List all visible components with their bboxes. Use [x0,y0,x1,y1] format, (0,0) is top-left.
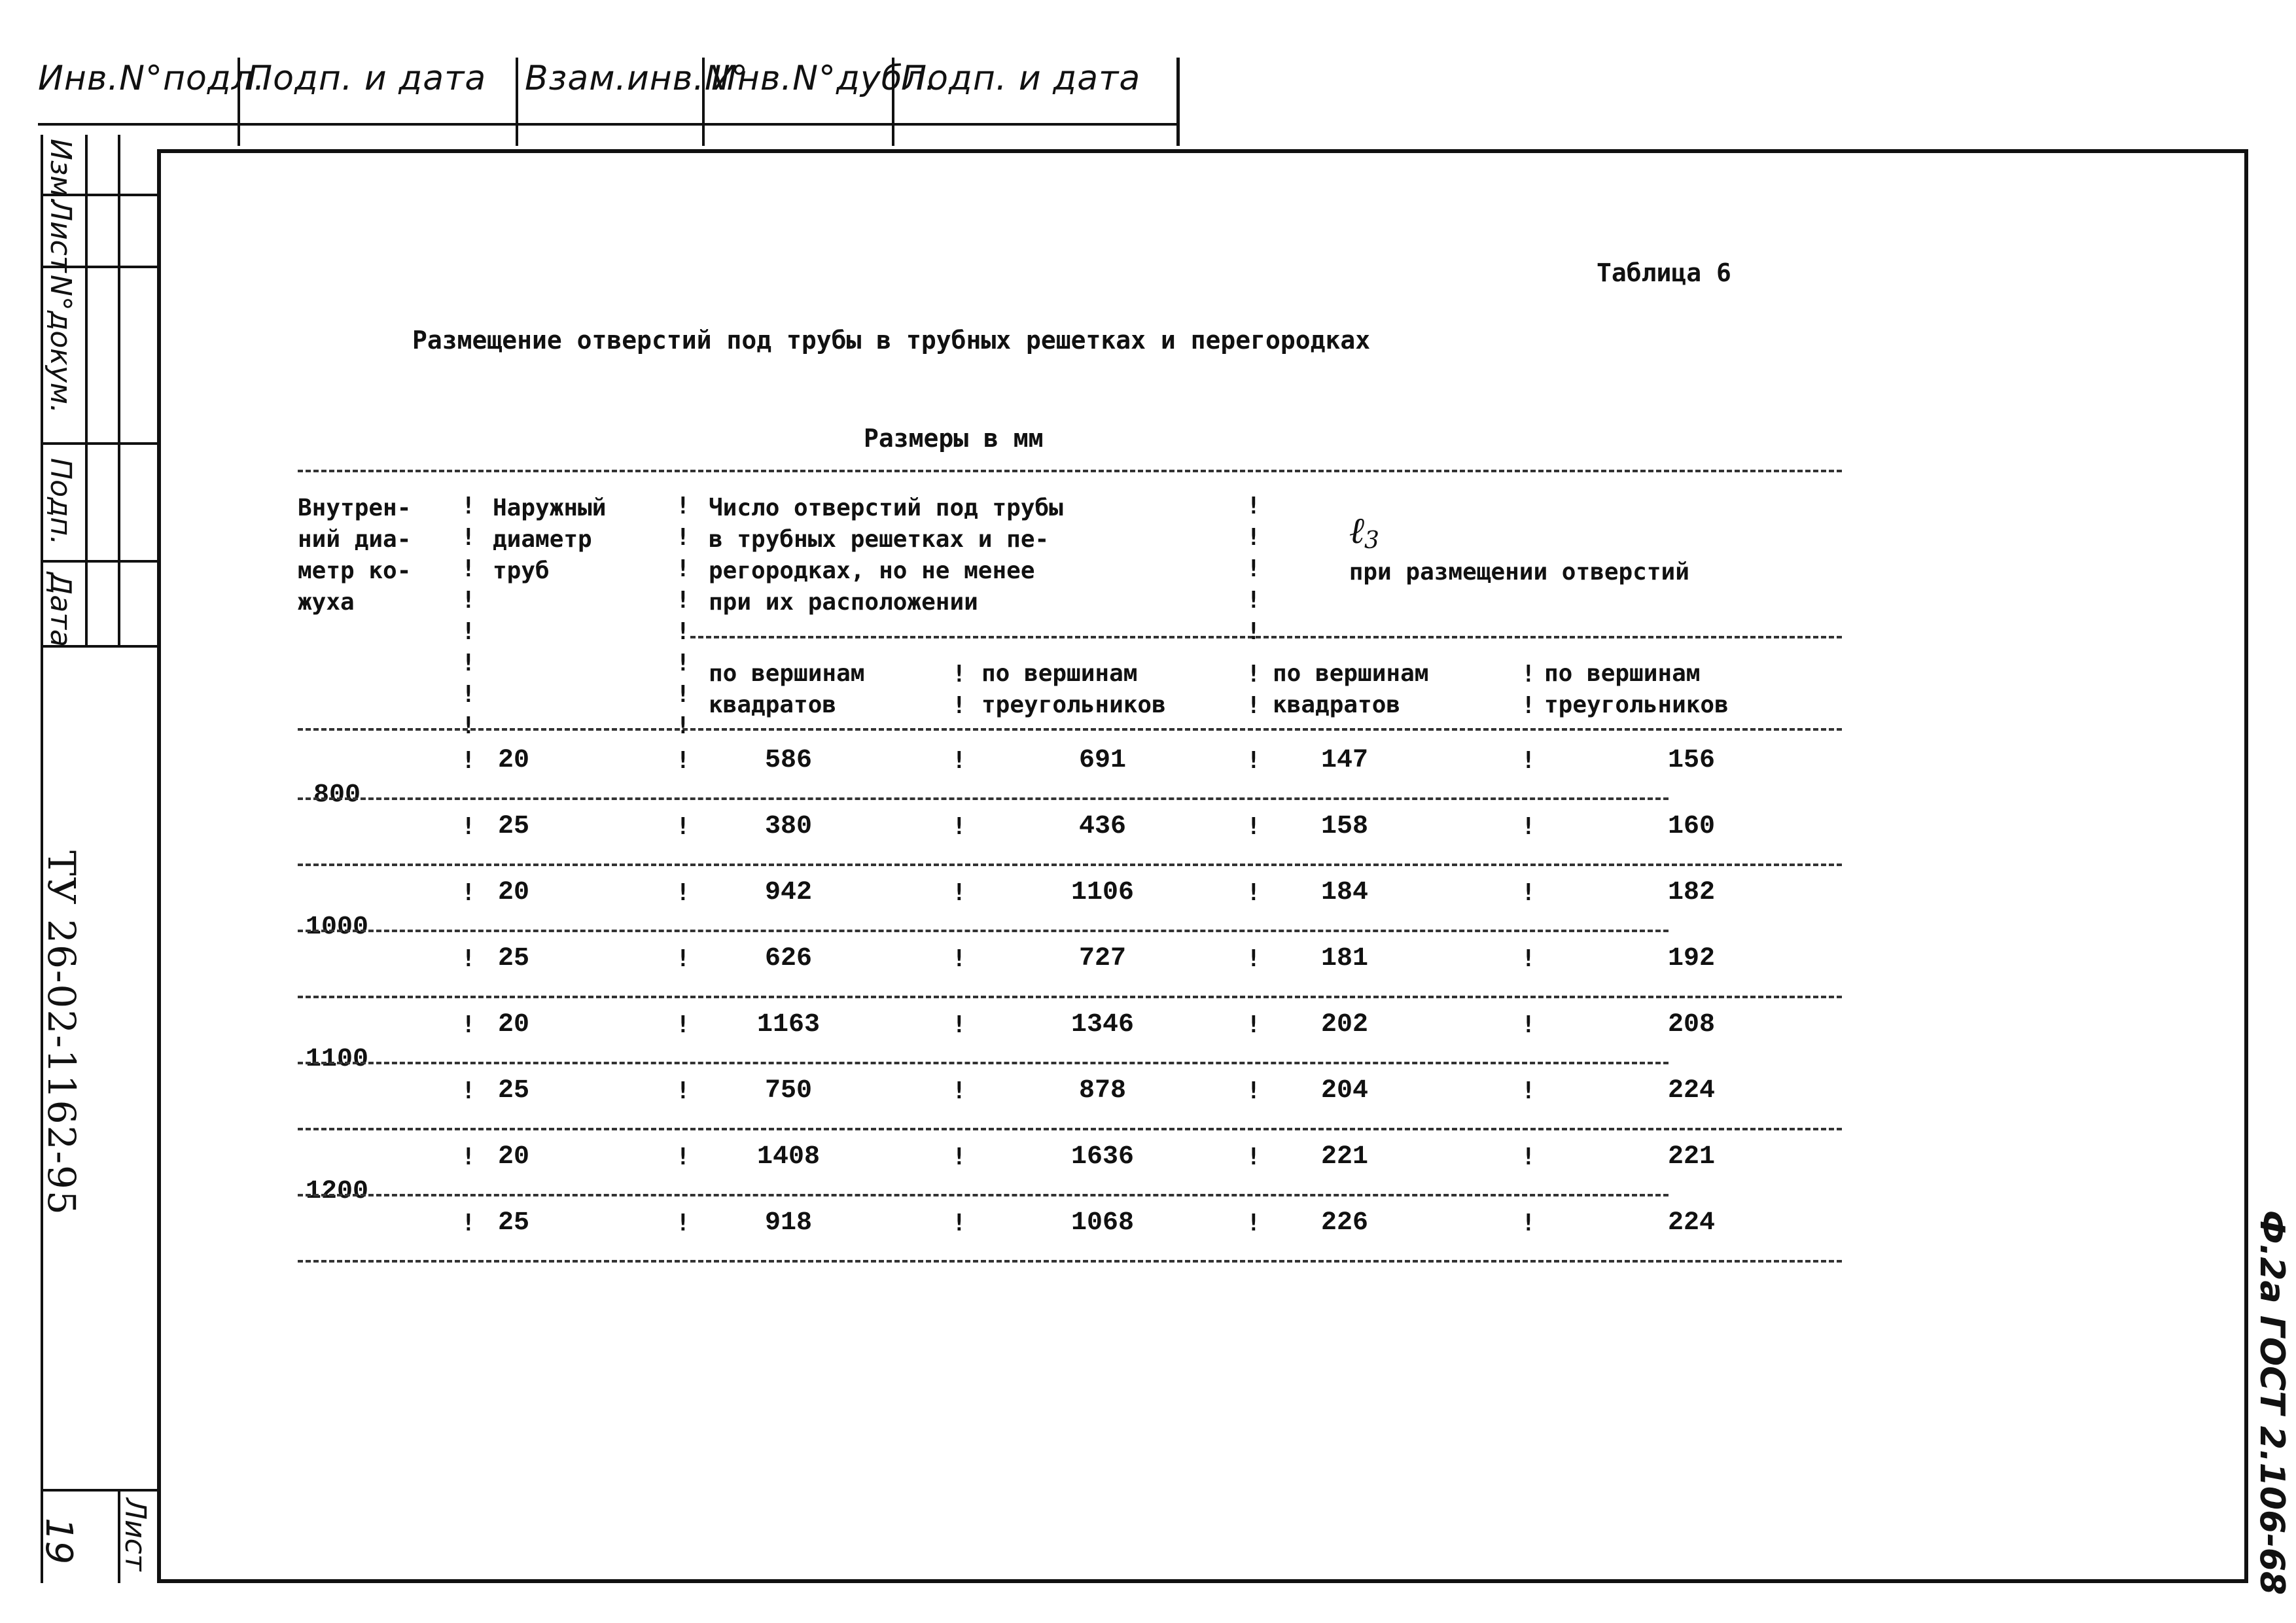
shell-diameter-cell: 1000 [305,913,368,942]
rule-group [298,1260,1842,1263]
side-border [85,135,88,645]
rule-group [298,1128,1842,1130]
l3-square-cell: 204 [1320,1076,1368,1106]
sheet-number: 19 [37,1518,80,1565]
column-separator: ! [461,650,476,676]
column-separator: ! [1246,524,1261,551]
tube-layout-table [298,470,1842,1261]
column-separator: ! [461,524,476,551]
header-l3-text: при размещении отверстий [1349,559,1689,586]
holes-square-cell: 918 [764,1208,812,1238]
column-separator: ! [1246,1077,1261,1104]
side-divider [41,1489,157,1492]
side-label: Дата [44,572,77,647]
rule-subrow [298,797,1669,800]
top-stamp [38,58,1180,146]
column-separator: ! [1246,1011,1261,1038]
column-separator: ! [461,1210,476,1236]
column-separator: ! [1521,945,1536,972]
stamp-cell [516,58,749,146]
holes-triangle-cell: 1068 [1070,1208,1134,1238]
side-label: Подп. [44,458,77,546]
holes-triangle-cell: 436 [1078,812,1126,841]
l3-triangle-cell: 156 [1667,746,1715,775]
holes-triangle-cell: 878 [1078,1076,1126,1106]
l3-subscript: 3 [1364,527,1379,555]
l3-triangle-cell: 224 [1667,1208,1715,1238]
l3-square-cell: 226 [1320,1208,1368,1238]
tube-diameter-cell: 25 [497,944,529,973]
column-separator: ! [676,524,690,551]
column-separator: ! [1246,587,1261,614]
holes-square-cell: 750 [764,1076,812,1106]
shell-diameter-cell: 800 [313,780,361,810]
column-separator: ! [461,1011,476,1038]
column-separator: ! [952,945,966,972]
header-shell-diameter: Внутрен- ний диа- метр ко- жуха [298,495,412,616]
rule-header-split [690,636,1842,638]
form-mark: Ф.2а ГОСТ 2.106-68 [2252,1210,2291,1596]
tube-diameter-cell: 20 [497,1010,529,1039]
column-separator: ! [952,747,966,774]
holes-square-cell: 1163 [756,1010,820,1039]
column-separator: ! [1521,1011,1536,1038]
stamp-label: Подп. и дата [247,59,487,98]
column-separator: ! [952,1210,966,1236]
l3-symbol: ℓ [1349,510,1365,552]
l3-square-cell: 158 [1320,812,1368,841]
tube-diameter-cell: 20 [497,746,529,775]
column-separator: ! [1521,1210,1536,1236]
holes-triangle-cell: 1636 [1070,1142,1134,1172]
column-separator: ! [1246,813,1261,840]
rule-header-bottom [298,728,1842,731]
l3-triangle-cell: 221 [1667,1142,1715,1172]
column-separator: ! [461,555,476,582]
subheader-count-triangle: по вершинам треугольников [981,660,1166,718]
tube-diameter-cell: 25 [497,812,529,841]
side-border [118,135,120,645]
column-separator: ! [1246,945,1261,972]
column-separator: ! [676,555,690,582]
column-separator: ! [676,879,690,906]
header-tube-diameter: Наружный диаметр труб [493,495,607,584]
column-separator: ! [1246,493,1261,519]
holes-square-cell: 1408 [756,1142,820,1172]
column-separator: ! [676,747,690,774]
l3-triangle-cell: 208 [1667,1010,1715,1039]
holes-square-cell: 380 [764,812,812,841]
column-separator: ! [676,1143,690,1170]
column-separator: ! [1521,1077,1536,1104]
column-separator: ! [1521,692,1536,719]
column-separator: ! [1521,879,1536,906]
l3-square-cell: 184 [1320,878,1368,907]
l3-square-cell: 147 [1320,746,1368,775]
column-separator: ! [676,945,690,972]
sheet-label: Лист [118,1498,152,1571]
column-separator: ! [461,1077,476,1104]
stamp-cell [238,58,518,146]
column-separator: ! [461,712,476,739]
stamp-label: Подп. и дата [901,59,1141,98]
column-separator: ! [1246,1143,1261,1170]
column-separator: ! [952,1077,966,1104]
rule-subrow [298,930,1669,932]
holes-triangle-cell: 691 [1078,746,1126,775]
holes-triangle-cell: 1346 [1070,1010,1134,1039]
column-separator: ! [952,879,966,906]
tube-diameter-cell: 20 [497,878,529,907]
column-separator: ! [1521,1143,1536,1170]
column-separator: ! [1521,747,1536,774]
side-label: Изм. [44,139,77,207]
l3-square-cell: 221 [1320,1142,1368,1172]
column-separator: ! [676,1077,690,1104]
column-separator: ! [676,813,690,840]
document-code: ТУ 26-02-1162-95 [39,850,84,1216]
column-separator: ! [952,692,966,719]
rule-subrow [298,1194,1669,1196]
tube-diameter-cell: 25 [497,1076,529,1106]
column-separator: ! [461,945,476,972]
holes-square-cell: 626 [764,944,812,973]
column-separator: ! [1521,813,1536,840]
stamp-cell [702,58,937,146]
column-separator: ! [461,681,476,708]
column-separator: ! [1246,1210,1261,1236]
rule-top [298,470,1842,472]
side-divider [41,442,157,445]
column-separator: ! [952,813,966,840]
column-separator: ! [952,661,966,688]
holes-square-cell: 586 [764,746,812,775]
rule-subrow [298,1062,1669,1064]
column-separator: ! [676,493,690,519]
stamp-cell [38,58,266,146]
holes-triangle-cell: 1106 [1070,878,1134,907]
column-separator: ! [461,618,476,645]
table-title: Размещение отверстий под трубы в трубных решетках и перегородках [412,326,1371,355]
column-separator: ! [676,681,690,708]
tube-diameter-cell: 25 [497,1208,529,1238]
header-hole-count: Число отверстий под трубы в трубных решетках и пе- регородках, но не менее при их расположении [709,495,1063,616]
column-separator: ! [952,1143,966,1170]
column-separator: ! [676,1011,690,1038]
shell-diameter-cell: 1200 [305,1177,368,1206]
rule-group [298,864,1842,866]
column-separator: ! [676,618,690,645]
subheader-l3-triangle: по вершинам треугольников [1544,660,1729,718]
stamp-label: Инв.N°подл. [38,59,266,98]
column-separator: ! [1246,879,1261,906]
column-separator: ! [461,747,476,774]
l3-triangle-cell: 182 [1667,878,1715,907]
side-label: N°докум. [44,275,77,414]
l3-square-cell: 181 [1320,944,1368,973]
column-separator: ! [1246,555,1261,582]
stamp-label: Взам.инв.N° [525,59,749,98]
column-separator: ! [676,587,690,614]
l3-square-cell: 202 [1320,1010,1368,1039]
header-l3 [1292,484,1689,620]
l3-triangle-cell: 224 [1667,1076,1715,1106]
column-separator: ! [1521,661,1536,688]
column-separator: ! [1246,747,1261,774]
column-separator: ! [676,1210,690,1236]
stamp-cell [892,58,1176,146]
column-separator: ! [461,879,476,906]
subheader-l3-square: по вершинам квадратов [1273,660,1429,718]
column-separator: ! [1246,692,1261,719]
rule-group [298,996,1842,998]
l3-triangle-cell: 160 [1667,812,1715,841]
tube-diameter-cell: 20 [497,1142,529,1172]
holes-triangle-cell: 727 [1078,944,1126,973]
column-separator: ! [952,1011,966,1038]
column-separator: ! [1246,661,1261,688]
column-separator: ! [461,587,476,614]
units-note: Размеры в мм [864,424,1044,453]
shell-diameter-cell: 1100 [305,1045,368,1074]
column-separator: ! [676,650,690,676]
holes-square-cell: 942 [764,878,812,907]
table-number: Таблица 6 [1597,258,1731,287]
column-separator: ! [461,813,476,840]
stamp-label: Инв.N°дубл. [711,59,937,98]
l3-triangle-cell: 192 [1667,944,1715,973]
column-separator: ! [461,493,476,519]
subheader-count-square: по вершинам квадратов [709,660,865,718]
column-separator: ! [676,712,690,739]
column-separator: ! [1246,618,1261,645]
column-separator: ! [461,1143,476,1170]
side-divider [41,560,157,563]
side-label: Лист [44,200,77,273]
